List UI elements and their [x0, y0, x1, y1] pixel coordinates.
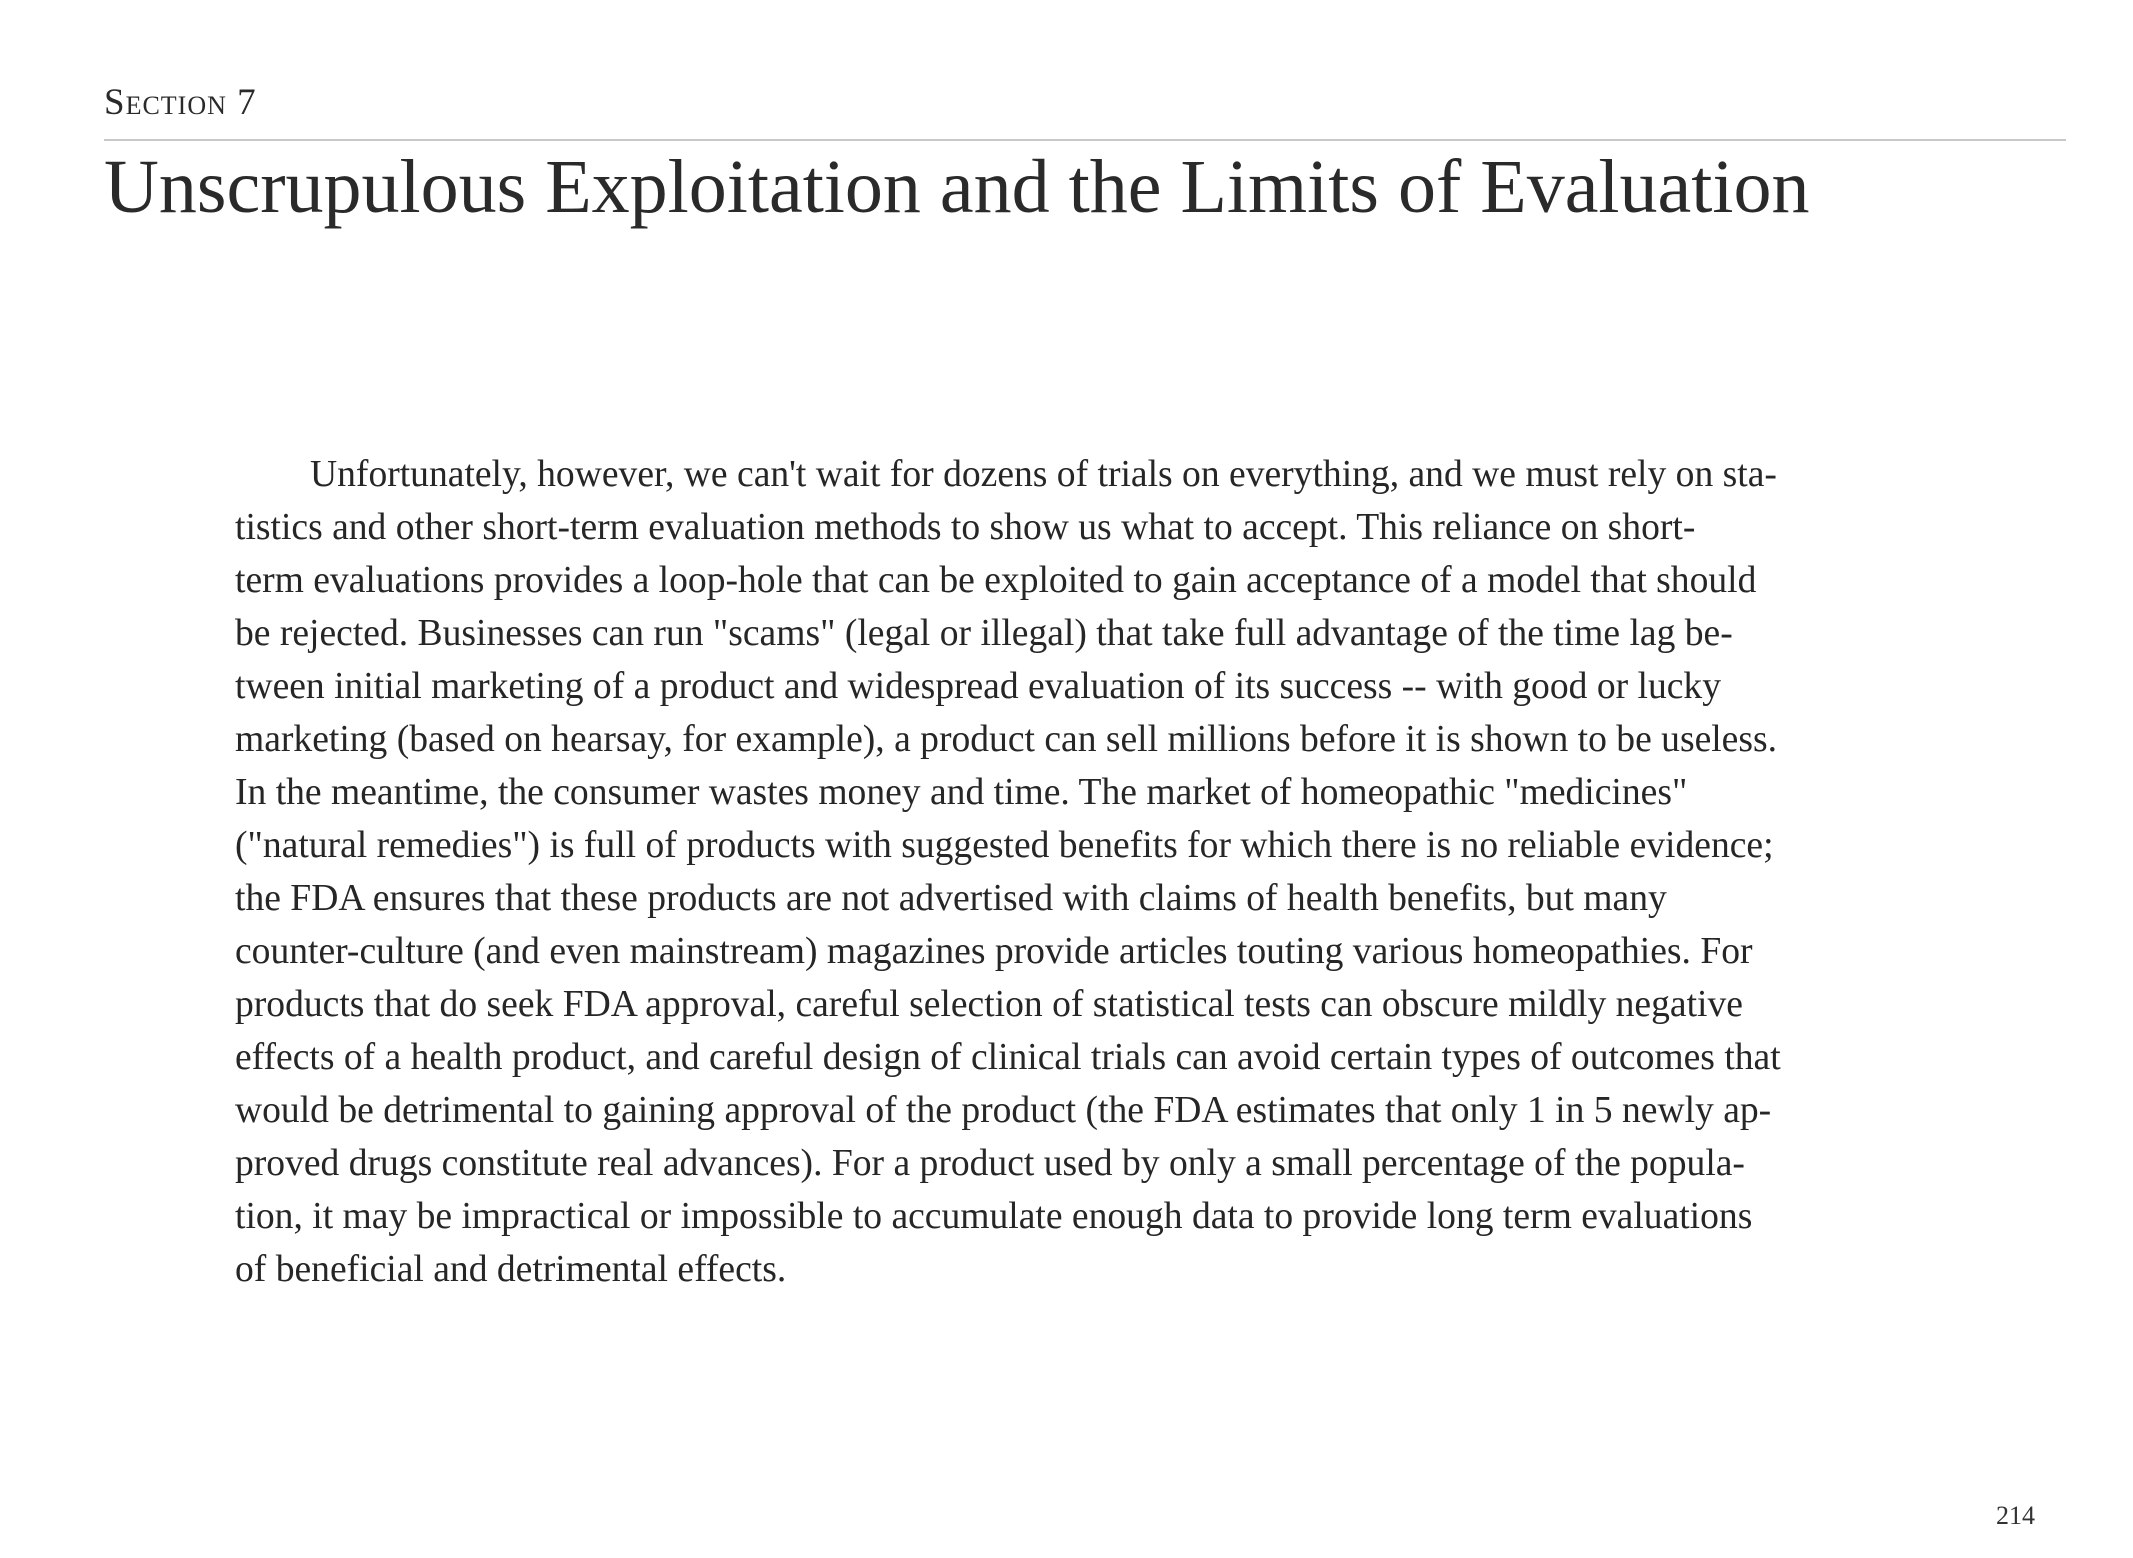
body-paragraph	[235, 448, 1980, 1296]
paragraph-line: of beneficial and detrimental effects.	[235, 1249, 787, 1290]
page-title: Unscrupulous Exploitation and the Limits of Evaluation	[104, 145, 1810, 229]
paragraph-line: In the meantime, the consumer wastes money and time. The market of homeopathic "medicines"	[235, 772, 1688, 813]
paragraph-line: marketing (based on hearsay, for example), a product can sell millions before it is shown to be useless.	[235, 719, 1778, 760]
paragraph-line: tistics and other short-term evaluation methods to show us what to accept. This reliance on short-	[235, 507, 1696, 548]
paragraph-line: tween initial marketing of a product and widespread evaluation of its success -- with good or lucky	[235, 666, 1722, 707]
paragraph-line: the FDA ensures that these products are not advertised with claims of health benefits, but many	[235, 878, 1667, 919]
paragraph-line: proved drugs constitute real advances). For a product used by only a small percentage of the popula-	[235, 1143, 1745, 1184]
paragraph-line: Unfortunately, however, we can't wait for dozens of trials on everything, and we must rely on sta-	[310, 454, 1777, 495]
paragraph-line: products that do seek FDA approval, careful selection of statistical tests can obscure mildly negative	[235, 984, 1743, 1025]
paragraph-line: counter-culture (and even mainstream) magazines provide articles touting various homeopathies. For	[235, 931, 1753, 972]
page-number: 214	[1996, 1501, 2035, 1530]
paragraph-line: ("natural remedies") is full of products with suggested benefits for which there is no reliable evidence;	[235, 825, 1774, 866]
paragraph-line: tion, it may be impractical or impossible to accumulate enough data to provide long term evaluations	[235, 1196, 1753, 1237]
paragraph-line: term evaluations provides a loop-hole that can be exploited to gain acceptance of a model that should	[235, 560, 1757, 601]
header-divider	[104, 139, 2066, 141]
section-label: Section 7	[104, 82, 257, 123]
paragraph-line: would be detrimental to gaining approval of the product (the FDA estimates that only 1 in 5 newly ap-	[235, 1090, 1772, 1131]
paragraph-line: be rejected. Businesses can run "scams" (legal or illegal) that take full advantage of the time lag be-	[235, 613, 1733, 654]
paragraph-line: effects of a health product, and careful design of clinical trials can avoid certain types of outcomes that	[235, 1037, 1781, 1078]
